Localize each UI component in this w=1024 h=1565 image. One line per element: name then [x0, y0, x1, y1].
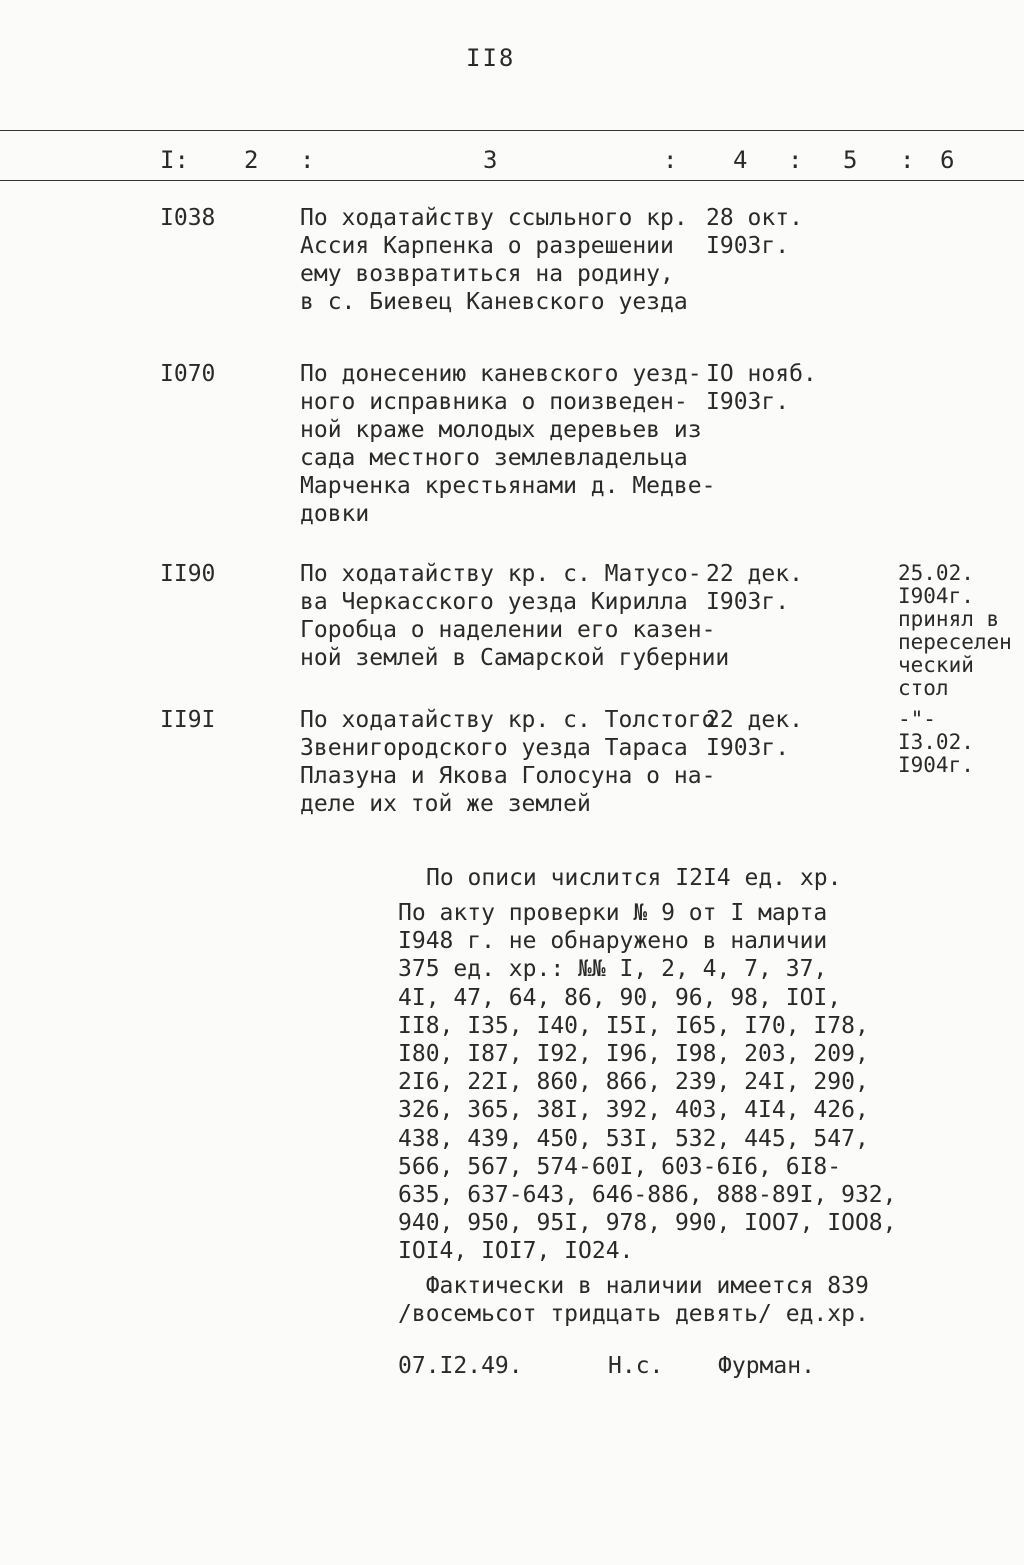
entry-date: 22 дек. I903г.: [706, 561, 803, 615]
table-top-rule: [0, 130, 1024, 131]
column-separator: :: [900, 146, 915, 174]
column-header-5: 5: [843, 146, 858, 174]
entry-number: I038: [160, 205, 216, 231]
column-separator: :: [300, 146, 315, 174]
column-header-6: 6: [940, 146, 955, 174]
entry-date: IO нояб. I903г.: [706, 361, 817, 415]
entry-number: II90: [160, 561, 216, 587]
certification-position: Н.с.: [608, 1353, 664, 1379]
certification-body: По акту проверки № 9 от I марта I948 г. не обнаружено в наличии 375 ед. хр.: №№ I, 2, 4, 7, 37, 4I, 47, 64, 86, 90, 96, 98, IOI, II8, I35, I40, I5I, I65, I70, I78, I80, I87, I92, I96, I98, 203, 209, 2I6, 22I, 860, 866, 239, 24I, 290, 326, 365, 38I, 392, 403, 4I4, 426, 438, 439, 450, 53I, 532, 445, 547, 566, 567, 574-60I, 603-6I6, 6I8- 635, 637-643, 646-886, 888-89I, 932, 940, 950, 95I, 978, 990, IOO7, IOO8, IOI4, IOI7, IO24.: [398, 900, 897, 1265]
column-header-3: 3: [483, 146, 498, 174]
entry-number: II9I: [160, 707, 216, 733]
entry-note: 25.02. I904г. принял в переселен ческий стол: [898, 561, 1012, 700]
table-header-rule: [0, 180, 1024, 181]
entry-date: 28 окт. I903г.: [706, 205, 803, 259]
column-header-1: I:: [160, 146, 189, 174]
certification-actual: Фактически в наличии имеется 839 /восемьсот тридцать девять/ ед.хр.: [398, 1273, 869, 1328]
entry-content: По ходатайству ссыльного кр. Ассия Карпенка о разрешении ему возвратиться на родину, в с. Биевец Каневского уезда: [300, 205, 688, 315]
column-separator: :: [788, 146, 803, 174]
page-number: II8: [466, 44, 516, 72]
entry-content: По ходатайству кр. с. Толстого Звенигородского уезда Тараса Плазуна и Якова Голосуна о на- деле их той же землей: [300, 707, 716, 817]
entry-number: I070: [160, 361, 216, 387]
certification-signature-name: Фурман.: [718, 1353, 815, 1379]
certification-date: 07.I2.49.: [398, 1353, 523, 1379]
entry-date: 22 дек. I903г.: [706, 707, 803, 761]
entry-content: По ходатайству кр. с. Матусо- ва Черкасского уезда Кирилла Горобца о наделении его казен- ной землей в Самарской губернии: [300, 561, 730, 671]
entry-content: По донесению каневского уезд- ного исправника о поизведен- ной краже молодых деревьев из сада местного землевладельца Марченка крестьянами д. Медве- довки: [300, 361, 716, 527]
certification-total: По описи числится I2I4 ед. хр.: [426, 865, 842, 891]
column-separator: :: [663, 146, 678, 174]
entry-note: -"- I3.02. I904г.: [898, 707, 974, 777]
column-header-2: 2: [244, 146, 259, 174]
column-header-4: 4: [733, 146, 748, 174]
